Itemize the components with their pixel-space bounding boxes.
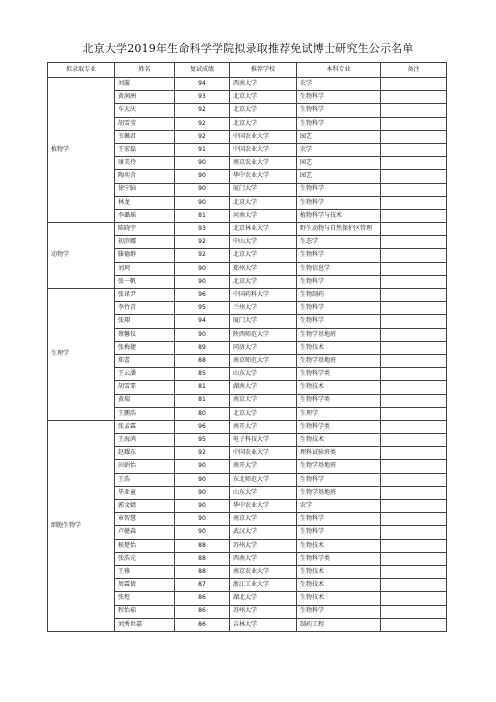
score-cell: 81 <box>175 381 230 394</box>
remark-cell <box>381 420 447 433</box>
school-cell: 北京大学 <box>230 249 297 262</box>
name-cell: 赵耀东 <box>115 447 175 460</box>
remark-cell <box>381 513 447 526</box>
undergrad-major-cell: 野生动物与自然保护区管理 <box>297 223 381 236</box>
school-cell: 河南大学 <box>230 209 297 222</box>
table-row <box>48 420 447 433</box>
name-cell: 初滨娜 <box>115 236 175 249</box>
name-cell: 王宏磊 <box>115 143 175 156</box>
score-cell: 90 <box>175 157 230 170</box>
remark-cell <box>381 486 447 499</box>
school-cell: 电子科技大学 <box>230 434 297 447</box>
school-cell: 苏州大学 <box>230 605 297 618</box>
score-cell: 90 <box>175 196 230 209</box>
school-cell: 郑州大学 <box>230 262 297 275</box>
undergrad-major-cell: 理科试验班类 <box>297 447 381 460</box>
school-cell: 吉林大学 <box>230 618 297 631</box>
remark-cell <box>381 209 447 222</box>
score-cell: 88 <box>175 354 230 367</box>
score-cell: 96 <box>175 420 230 433</box>
score-cell: 88 <box>175 565 230 578</box>
remark-cell <box>381 526 447 539</box>
name-cell: 王浩 <box>115 473 175 486</box>
remark-cell <box>381 289 447 302</box>
header-school: 推荐学校 <box>230 63 297 78</box>
school-cell: 中国药科大学 <box>230 289 297 302</box>
remark-cell <box>381 341 447 354</box>
school-cell: 西南大学 <box>230 552 297 565</box>
undergrad-major-cell: 生物科学 <box>297 91 381 104</box>
remark-cell <box>381 143 447 156</box>
undergrad-major-cell: 生物技术 <box>297 381 381 394</box>
score-cell: 90 <box>175 473 230 486</box>
name-cell: 刘璇 <box>115 78 175 91</box>
remark-cell <box>381 196 447 209</box>
undergrad-major-cell: 生物信息学 <box>297 262 381 275</box>
header-score: 复试成绩 <box>175 63 230 78</box>
undergrad-major-cell: 生物科学类 <box>297 420 381 433</box>
score-cell: 90 <box>175 275 230 288</box>
score-cell: 90 <box>175 513 230 526</box>
remark-cell <box>381 447 447 460</box>
remark-cell <box>381 275 447 288</box>
school-cell: 南京农业大学 <box>230 157 297 170</box>
remark-cell <box>381 328 447 341</box>
name-cell: 康美玲 <box>115 157 175 170</box>
school-cell: 华中农业大学 <box>230 170 297 183</box>
score-cell: 94 <box>175 78 230 91</box>
score-cell: 81 <box>175 209 230 222</box>
score-cell: 90 <box>175 500 230 513</box>
name-cell: 胡雪莹 <box>115 117 175 130</box>
school-cell: 陕西师范大学 <box>230 328 297 341</box>
name-cell: 李璐瑶 <box>115 209 175 222</box>
score-cell: 90 <box>175 262 230 275</box>
undergrad-major-cell: 生物技术 <box>297 565 381 578</box>
remark-cell <box>381 302 447 315</box>
remark-cell <box>381 381 447 394</box>
name-cell: 张一帆 <box>115 275 175 288</box>
name-cell: 徐宁脑 <box>115 183 175 196</box>
remark-cell <box>381 605 447 618</box>
school-cell: 北京大学 <box>230 91 297 104</box>
score-cell: 92 <box>175 117 230 130</box>
score-cell: 94 <box>175 315 230 328</box>
remark-cell <box>381 157 447 170</box>
name-cell: 陶奕含 <box>115 170 175 183</box>
remark-cell <box>381 130 447 143</box>
school-cell: 中山大学 <box>230 236 297 249</box>
score-cell: 88 <box>175 552 230 565</box>
school-cell: 南京师范大学 <box>230 354 297 367</box>
admission-list-table <box>47 62 447 632</box>
remark-cell <box>381 183 447 196</box>
name-cell: 王海鸿 <box>115 434 175 447</box>
score-cell: 95 <box>175 434 230 447</box>
undergrad-major-cell: 生物科学 <box>297 183 381 196</box>
school-cell: 山东大学 <box>230 486 297 499</box>
undergrad-major-cell: 园艺 <box>297 170 381 183</box>
school-cell: 苏州大学 <box>230 539 297 552</box>
remark-cell <box>381 460 447 473</box>
school-cell: 南京大学 <box>230 513 297 526</box>
score-cell: 90 <box>175 486 230 499</box>
score-cell: 86 <box>175 605 230 618</box>
name-cell: 张浩元 <box>115 552 175 565</box>
remark-cell <box>381 539 447 552</box>
score-cell: 89 <box>175 341 230 354</box>
score-cell: 86 <box>175 592 230 605</box>
remark-cell <box>381 618 447 631</box>
school-cell: 中国农业大学 <box>230 130 297 143</box>
school-cell: 中国农业大学 <box>230 447 297 460</box>
remark-cell <box>381 315 447 328</box>
undergrad-major-cell: 生物科学 <box>297 605 381 618</box>
undergrad-major-cell: 农学 <box>297 143 381 156</box>
undergrad-major-cell: 生物学基地班 <box>297 328 381 341</box>
name-cell: 韦佩君 <box>115 130 175 143</box>
remark-cell <box>381 117 447 130</box>
undergrad-major-cell: 生物技术 <box>297 341 381 354</box>
score-cell: 90 <box>175 460 230 473</box>
undergrad-major-cell: 生理学 <box>297 407 381 420</box>
remark-cell <box>381 434 447 447</box>
major-cell: 生理学 <box>48 289 115 421</box>
undergrad-major-cell: 生物科学类 <box>297 368 381 381</box>
score-cell: 85 <box>175 368 230 381</box>
remark-cell <box>381 91 447 104</box>
score-cell: 87 <box>175 579 230 592</box>
name-cell: 黄润洲 <box>115 91 175 104</box>
school-cell: 北京大学 <box>230 104 297 117</box>
school-cell: 北京大学 <box>230 407 297 420</box>
score-cell: 88 <box>175 539 230 552</box>
school-cell: 武汉大学 <box>230 526 297 539</box>
school-cell: 厦门大学 <box>230 315 297 328</box>
name-cell: 郭文婧 <box>115 500 175 513</box>
table-row <box>48 223 447 236</box>
name-cell: 黄瑞 <box>115 394 175 407</box>
name-cell: 李竹青 <box>115 302 175 315</box>
remark-cell <box>381 592 447 605</box>
remark-cell <box>381 368 447 381</box>
name-cell: 蔡馨仪 <box>115 328 175 341</box>
score-cell: 96 <box>175 289 230 302</box>
name-cell: 王云潘 <box>115 368 175 381</box>
table-body <box>48 78 447 632</box>
remark-cell <box>381 78 447 91</box>
header-major: 拟录取专业 <box>48 63 115 78</box>
school-cell: 山东大学 <box>230 368 297 381</box>
name-cell: 卢健森 <box>115 526 175 539</box>
school-cell: 同济大学 <box>230 341 297 354</box>
score-cell: 86 <box>175 618 230 631</box>
remark-cell <box>381 394 447 407</box>
score-cell: 92 <box>175 447 230 460</box>
score-cell: 90 <box>175 526 230 539</box>
undergrad-major-cell: 生物科学 <box>297 196 381 209</box>
undergrad-major-cell: 生物科学类 <box>297 394 381 407</box>
undergrad-major-cell: 生物科学 <box>297 104 381 117</box>
undergrad-major-cell: 生物科学 <box>297 526 381 539</box>
undergrad-major-cell: 生物科学类 <box>297 552 381 565</box>
major-cell: 细胞生物学 <box>48 420 115 631</box>
score-cell: 92 <box>175 104 230 117</box>
school-cell: 湖南大学 <box>230 381 297 394</box>
undergrad-major-cell: 生物技术 <box>297 579 381 592</box>
undergrad-major-cell: 园艺 <box>297 130 381 143</box>
name-cell: 候楚怡 <box>115 539 175 552</box>
school-cell: 北京大学 <box>230 196 297 209</box>
score-cell: 80 <box>175 407 230 420</box>
score-cell: 90 <box>175 170 230 183</box>
score-cell: 92 <box>175 249 230 262</box>
name-cell: 郑蕾 <box>115 354 175 367</box>
undergrad-major-cell: 生物科学 <box>297 302 381 315</box>
name-cell: 章智慧 <box>115 513 175 526</box>
school-cell: 北京大学 <box>230 117 297 130</box>
table-row <box>48 289 447 302</box>
remark-cell <box>381 223 447 236</box>
school-cell: 西南大学 <box>230 78 297 91</box>
undergrad-major-cell: 生物学基地班 <box>297 354 381 367</box>
school-cell: 南开大学 <box>230 420 297 433</box>
undergrad-major-cell: 生物学基地班 <box>297 486 381 499</box>
name-cell: 张翔 <box>115 315 175 328</box>
undergrad-major-cell: 生物科学 <box>297 249 381 262</box>
score-cell: 93 <box>175 91 230 104</box>
major-cell: 植物学 <box>48 78 115 223</box>
name-cell: 田娟怡 <box>115 460 175 473</box>
remark-cell <box>381 249 447 262</box>
school-cell: 南京大学 <box>230 394 297 407</box>
school-cell: 兰州大学 <box>230 302 297 315</box>
name-cell: 毕亚童 <box>115 486 175 499</box>
score-cell: 91 <box>175 143 230 156</box>
name-cell: 林龙 <box>115 196 175 209</box>
name-cell: 刘秀世嘉 <box>115 618 175 631</box>
school-cell: 浙江工业大学 <box>230 579 297 592</box>
undergrad-major-cell: 生物科学 <box>297 117 381 130</box>
name-cell: 刘珂 <box>115 262 175 275</box>
remark-cell <box>381 407 447 420</box>
major-cell: 动物学 <box>48 223 115 289</box>
school-cell: 湖北大学 <box>230 592 297 605</box>
undergrad-major-cell: 生态学 <box>297 236 381 249</box>
undergrad-major-cell: 生物科学 <box>297 513 381 526</box>
remark-cell <box>381 552 447 565</box>
undergrad-major-cell: 生物技术 <box>297 539 381 552</box>
table-header-row <box>48 63 447 78</box>
name-cell: 张梅捷 <box>115 341 175 354</box>
header-undergrad-major: 本科专业 <box>297 63 381 78</box>
school-cell: 华中农业大学 <box>230 500 297 513</box>
undergrad-major-cell: 生物科学 <box>297 473 381 486</box>
header-remark: 备注 <box>381 63 447 78</box>
remark-cell <box>381 473 447 486</box>
name-cell: 王鹏浩 <box>115 407 175 420</box>
remark-cell <box>381 579 447 592</box>
undergrad-major-cell: 生物科学 <box>297 275 381 288</box>
undergrad-major-cell: 生物制药 <box>297 289 381 302</box>
score-cell: 90 <box>175 183 230 196</box>
undergrad-major-cell: 生物学基地班 <box>297 460 381 473</box>
score-cell: 92 <box>175 130 230 143</box>
score-cell: 95 <box>175 302 230 315</box>
remark-cell <box>381 236 447 249</box>
remark-cell <box>381 262 447 275</box>
school-cell: 东北师范大学 <box>230 473 297 486</box>
name-cell: 张译尹 <box>115 289 175 302</box>
remark-cell <box>381 104 447 117</box>
undergrad-major-cell: 制药工程 <box>297 618 381 631</box>
remark-cell <box>381 170 447 183</box>
score-cell: 93 <box>175 223 230 236</box>
undergrad-major-cell: 生物科学 <box>297 315 381 328</box>
remark-cell <box>381 354 447 367</box>
table-row <box>48 78 447 91</box>
page-title: 北京大学2019年生命科学学院拟录取推荐免试博士研究生公示名单 <box>82 42 414 55</box>
name-cell: 张孟霖 <box>115 420 175 433</box>
undergrad-major-cell: 生物技术 <box>297 434 381 447</box>
school-cell: 南京农业大学 <box>230 565 297 578</box>
name-cell: 程怡茹 <box>115 605 175 618</box>
name-cell: 王雅 <box>115 565 175 578</box>
undergrad-major-cell: 生物技术 <box>297 592 381 605</box>
remark-cell <box>381 565 447 578</box>
name-cell: 陈晓宇 <box>115 223 175 236</box>
score-cell: 81 <box>175 394 230 407</box>
score-cell: 92 <box>175 236 230 249</box>
name-cell: 车大庆 <box>115 104 175 117</box>
remark-cell <box>381 500 447 513</box>
name-cell: 滕德群 <box>115 249 175 262</box>
school-cell: 中国农业大学 <box>230 143 297 156</box>
undergrad-major-cell: 植物科学与技术 <box>297 209 381 222</box>
school-cell: 南开大学 <box>230 460 297 473</box>
header-name: 姓名 <box>115 63 175 78</box>
school-cell: 厦门大学 <box>230 183 297 196</box>
name-cell: 周霖倩 <box>115 579 175 592</box>
score-cell: 90 <box>175 328 230 341</box>
name-cell: 张煜 <box>115 592 175 605</box>
undergrad-major-cell: 农学 <box>297 500 381 513</box>
name-cell: 胡雪霏 <box>115 381 175 394</box>
undergrad-major-cell: 园艺 <box>297 157 381 170</box>
undergrad-major-cell: 农学 <box>297 78 381 91</box>
school-cell: 北京林业大学 <box>230 223 297 236</box>
school-cell: 北京大学 <box>230 275 297 288</box>
